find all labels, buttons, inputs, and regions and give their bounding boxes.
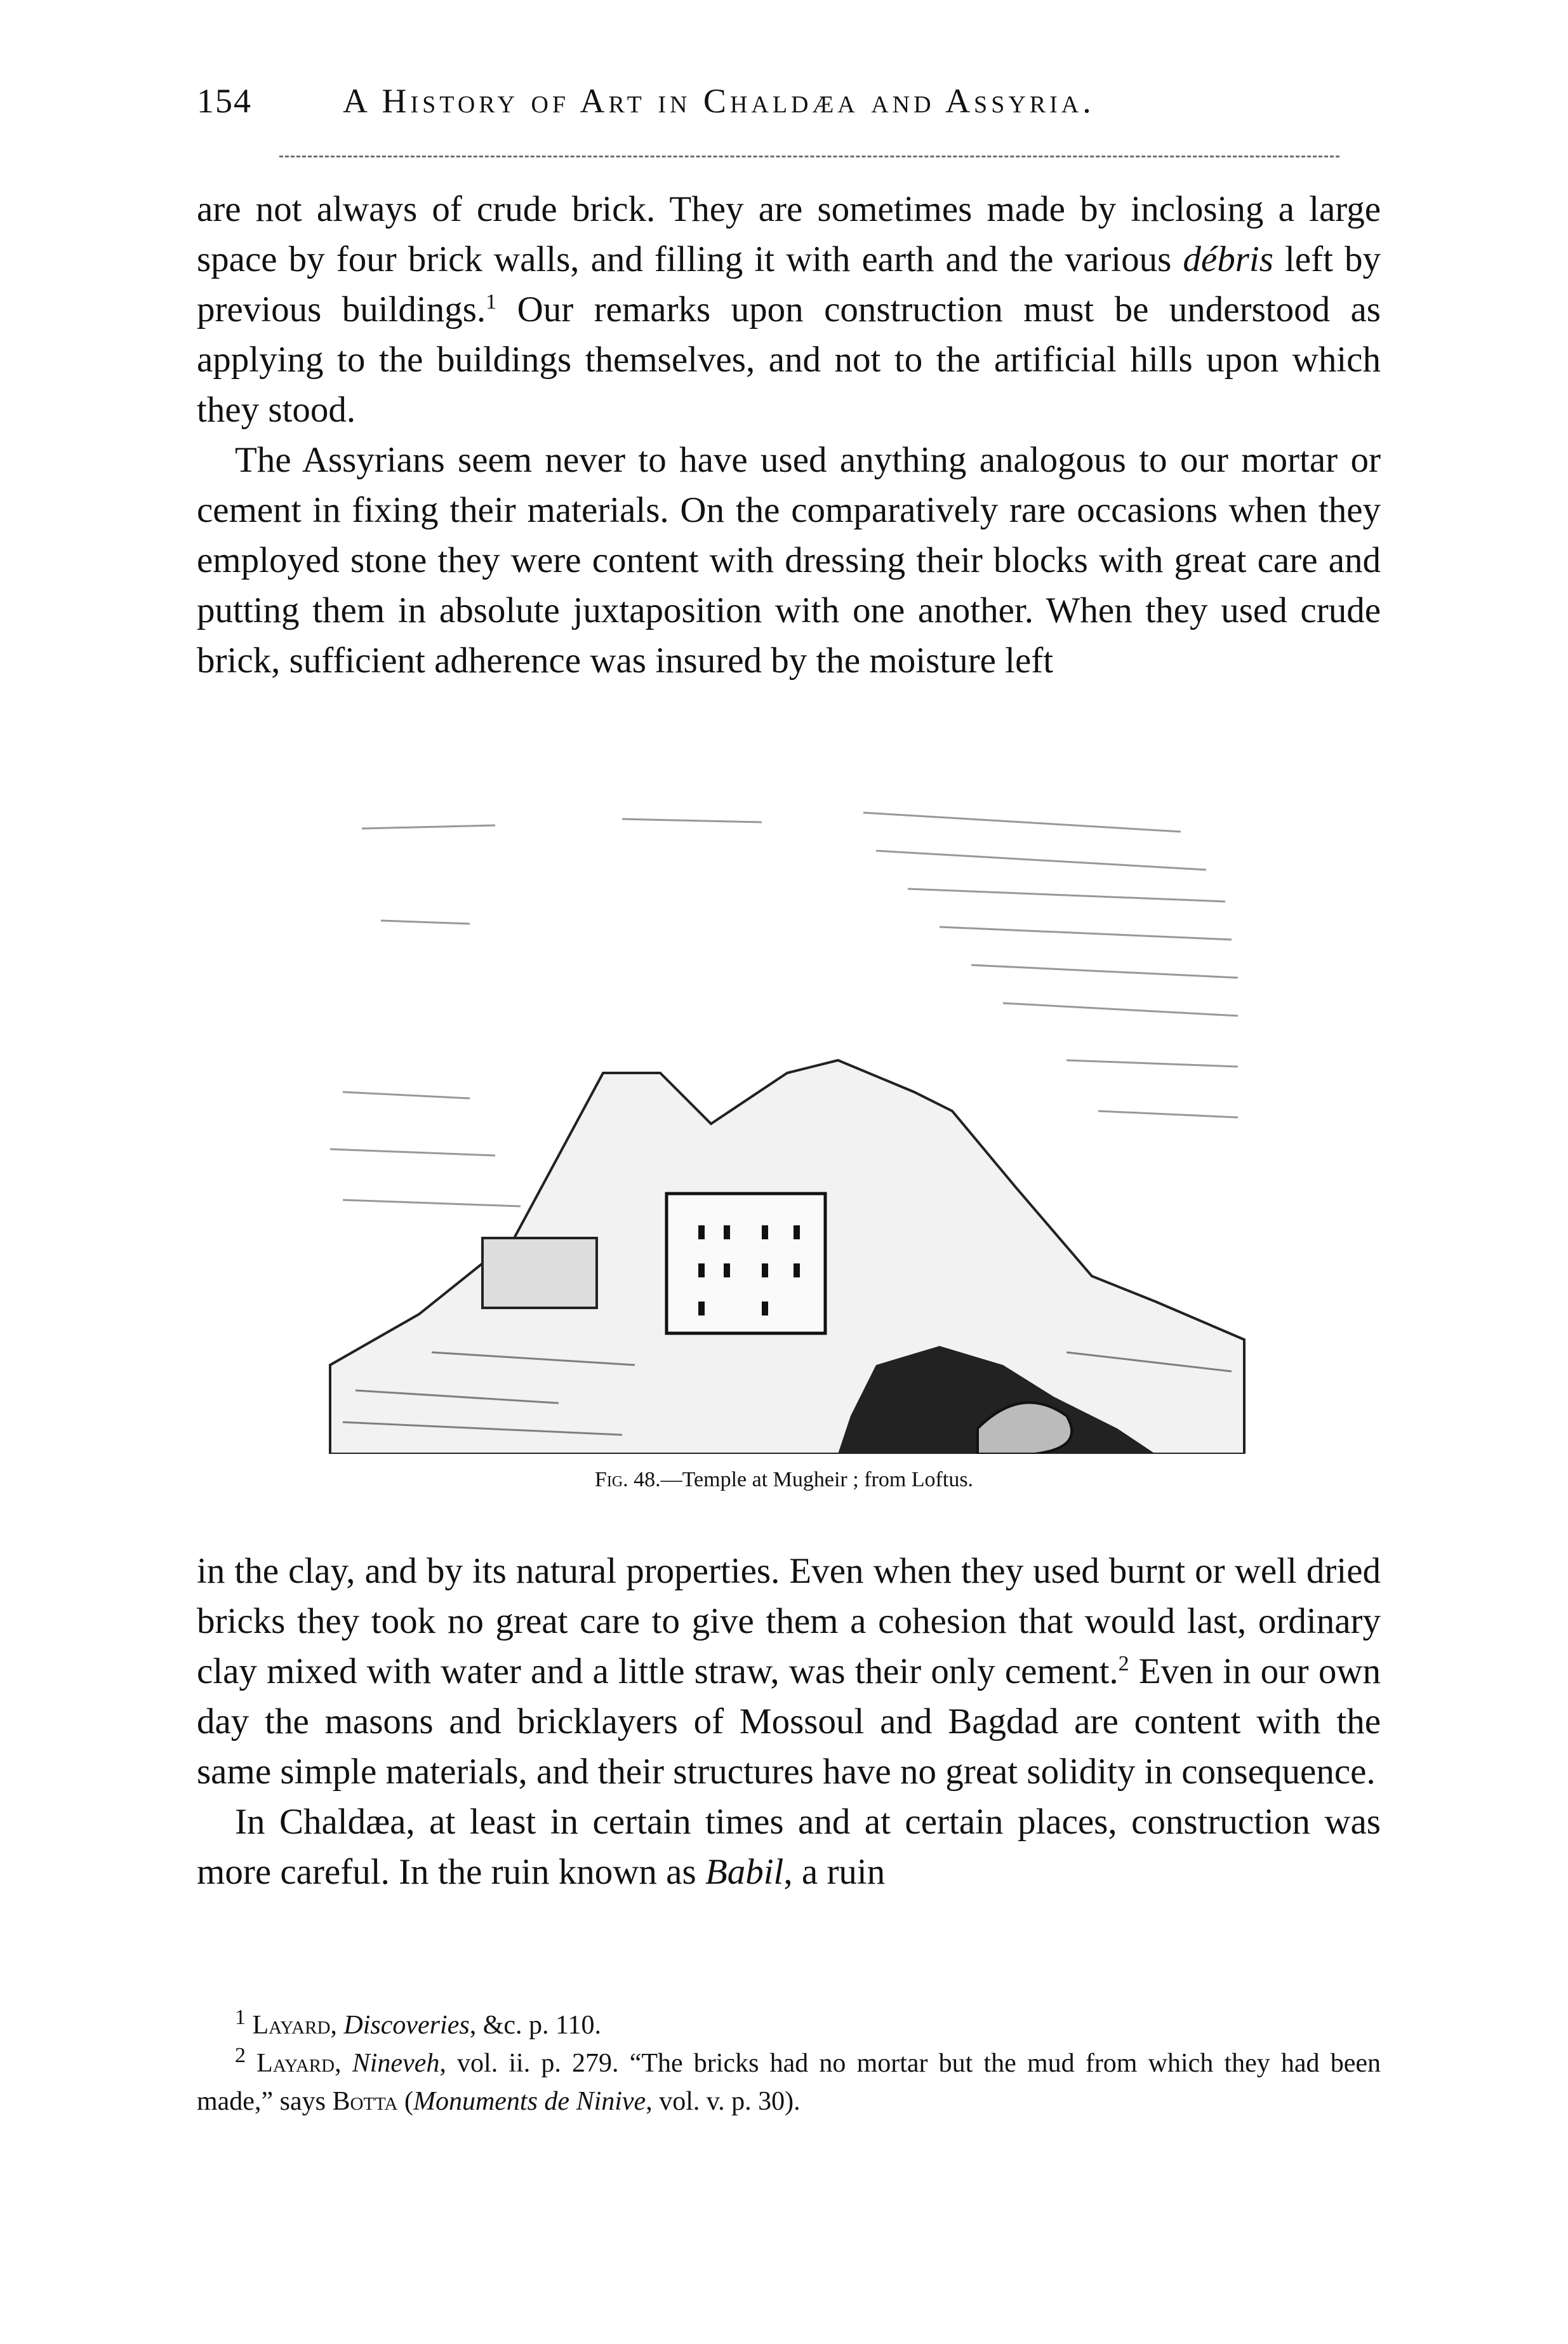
footnote-ref-1[interactable]: 1 [486, 290, 497, 314]
footnote-2: $^2$ Layard, Nineveh, vol. ii. p. 279. “The bricks had no mortar but the mud from which they had been made,” says Botta (Monuments de Ninive, vol. v. p. 30). [197, 2044, 1381, 2116]
temple-illustration-icon [305, 794, 1276, 1454]
italic-term: Babil [705, 1852, 784, 1892]
header-rule [279, 156, 1339, 157]
figure-engraving [305, 794, 1276, 1454]
figure-caption [0, 1468, 1568, 1492]
body-text-top [197, 184, 1381, 686]
body-text-bottom [197, 1546, 1381, 1897]
italic-term: débris [1183, 239, 1273, 279]
footnote-1: $^1$ Layard, Discoveries, &c. p. 110. [235, 2006, 601, 2040]
paragraph-continued: in the clay, and by its natural properties. Even when they used burnt or well dried bricks they took no great care to give them a cohesion that would last, ordinary clay mixed with water and a little straw, was their only cement.$^2$ Even in our own day the masons and bricklayers of Mossoul and Bagdad are content with the same simple materials, and their structures have no great solidity in consequence. [197, 1551, 1381, 1792]
page-number: 154 [197, 82, 252, 120]
running-head [197, 81, 1381, 132]
figure-label: Fig. 48. [594, 1468, 661, 1491]
paragraph-continued: are not always of crude brick. They are sometimes made by inclosing a large space by four brick walls, and filling it with earth and the various débris left by previous buildings.$^1$ Our remarks upon construction must be understood as applying to the buildings themselves, and not to the artificial hills upon which they stood. [197, 189, 1381, 430]
footnotes [197, 2006, 1381, 2121]
paragraph: In Chaldæa, at least in certain times and at certain places, construction was more careful. In the ruin known as Babil, a ruin [197, 1802, 1381, 1892]
footnote-ref-2[interactable]: 2 [1118, 1652, 1129, 1675]
paragraph: The Assyrians seem never to have used anything analogous to our mortar or cement in fixing their materials. On the comparatively rare occasions when they employed stone they were content with dressing their blocks with great care and putting them in absolute juxtaposition with one another. When they used crude brick, sufficient adherence was insured by the moisture left [197, 440, 1381, 681]
figure-caption-text: —Temple at Mugheir ; from Loftus. [660, 1468, 974, 1491]
running-head-title: A History of Art in Chaldæa and Assyria. [343, 82, 1095, 120]
